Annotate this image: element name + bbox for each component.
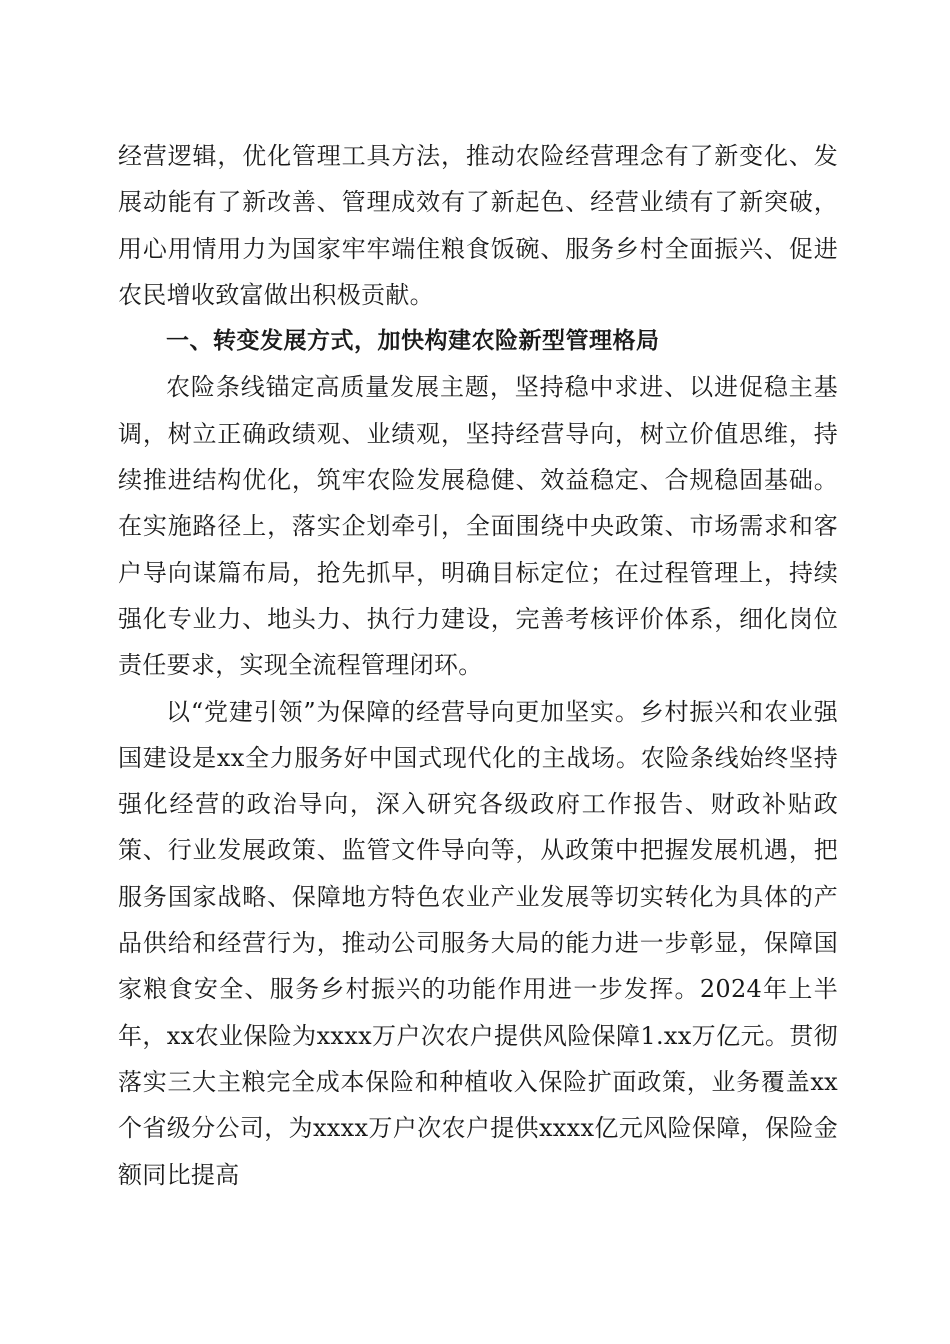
section-heading: 一、转变发展方式，加快构建农险新型管理格局 xyxy=(166,328,660,355)
body-paragraph: 以“党建引领”为保障的经营导向更加坚实。乡村振兴和农业强国建设是xx全力服务好中国式现代化的主战场。农险条线始终坚持强化经营的政治导向，深入研究各级政府工作报告、财政补贴政策、行业发展政策、监管文件导向等，从政策中把握发展机遇，把服务国家战略、保障地方特色农业产业发展等切实转化为具体的产品供给和经营行为，推动公司服务大局的能力进一步彰显，保障国家粮食安全、服务乡村振兴的功能作用进一步发挥。2024年上半年，xx农业保险为xxxx万户次农户提供风险保障1.xx万亿元。贯彻落实三大主粮完全成本保险和种植收入保险扩面政策，业务覆盖xx个省级分公司，为xxxx万户次农户提供xxxx亿元风险保障，保险金额同比提高 xyxy=(118,697,838,1189)
body-paragraph-continuation: 经营逻辑，优化管理工具方法，推动农险经营理念有了新变化、发展动能有了新改善、管理成效有了新起色、经营业绩有了新突破，用心用情用力为国家牢牢端住粮食饭碗、服务乡村全面振兴、促进农民增收致富做出积极贡献。 xyxy=(118,142,838,309)
body-paragraph: 农险条线锚定高质量发展主题，坚持稳中求进、以进促稳主基调，树立正确政绩观、业绩观，坚持经营导向，树立价值思维，持续推进结构优化，筑牢农险发展稳健、效益稳定、合规稳固基础。在实施路径上，落实企划牵引，全面围绕中央政策、市场需求和客户导向谋篇布局，抢先抓早，明确目标定位；在过程管理上，持续强化专业力、地头力、执行力建设，完善考核评价体系，细化岗位责任要求，实现全流程管理闭环。 xyxy=(118,373,838,680)
document-page xyxy=(118,133,838,1198)
